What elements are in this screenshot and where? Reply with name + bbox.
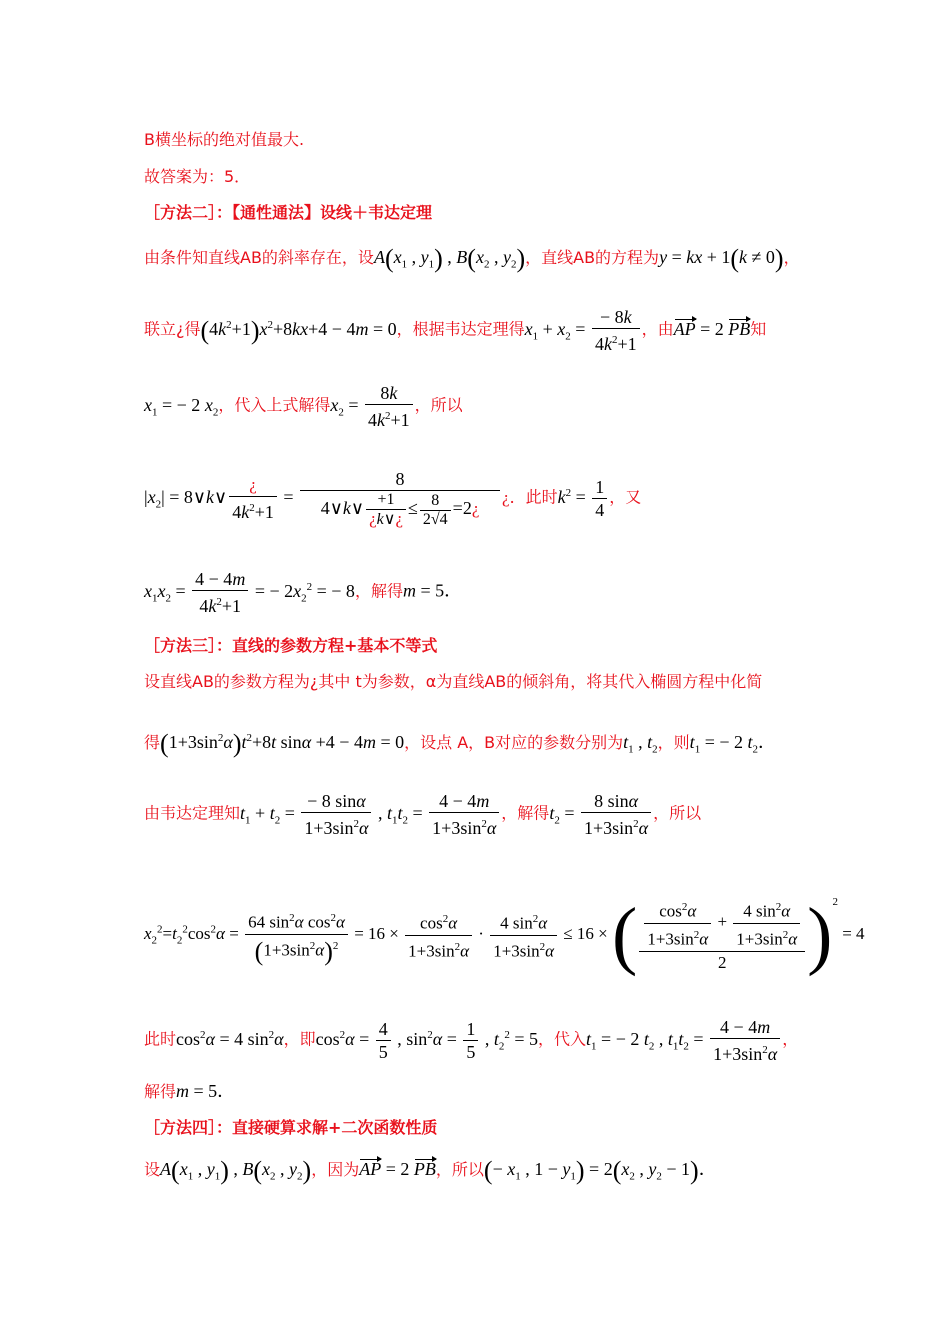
method3-line-4: $x_2^2=t_2^2\cos^2\alpha$ = $\frac{64 \sin^2\alpha \cos^2\alpha}{(1+3\sin^2\alpha)^2}$ = 16 × $\frac{\cos^2\alpha}{1+3\sin^2\alpha}$ · $\frac{4 \sin^2\alpha}{1+3\sin^2\alpha}$ ≤ 16 × ( $\frac{\cos^2\alpha}{1+3\sin^2\alpha}$ + $\frac{4 \sin^2\alpha}{1+3\sin^2\alpha}$ 2 )$^2$ = 4 (144, 893, 865, 978)
method2-line-1: 由条件知直线AB的斜率存在，设$A(x_1$ , $y_1$) , $B(x_2$ , $y_2$)，直线AB的方程为y = kx + 1(k ≠ 0)， (144, 244, 800, 273)
text-line-2: 故答案为：5． (144, 167, 251, 186)
text-line-1: B横坐标的绝对值最大. (144, 130, 305, 149)
method2-line-4: $|x_2|$ = 8∨k∨ $\frac{¿}{4k^2+1}$ = 8 4∨k∨ $\frac{+1}{¿k\vee¿}$ ≤ $\frac{8}{2√4}$ =2¿ ¿．此时$k^2$ = $\frac{1}{4}$ ，又 (144, 469, 642, 528)
heading-method-4: ［方法四］：直接硬算求解+二次函数性质 (144, 1118, 438, 1137)
method2-line-5: $x_1x_2$ = $\frac{4 - 4m}{4k^2+1}$ = − $2x_2^2$ = − 8，解得m = 5． (144, 569, 463, 616)
method3-line-5: 此时$\cos^2\alpha = 4$ $\sin^2\alpha$，即$\cos^2\alpha$ = $\frac{4}{5}$ , $\sin^2\alpha$ = $\frac{1}{5}$ , $t_2^2 = 5$，代入$t_1$ = − 2 $t_2$ , $t_1t_2$ = $\frac{4 - 4m}{1+3\sin^2\alpha}$ ， (144, 1017, 799, 1064)
method3-line-1: 设直线AB的参数方程为¿其中 t为参数，α为直线AB的倾斜角，将其代入椭圆方程中化简 (144, 672, 763, 691)
heading-method-2: ［方法二］：【通性通法】设线＋韦达定理 (144, 203, 433, 222)
heading-method-3: ［方法三］：直线的参数方程+基本不等式 (144, 636, 438, 655)
method3-line-2: 得$(1+3\sin^2\alpha)t^2+8t$ sinα +4 − 4m = 0，设点 A，B对应的参数分别为$t_1$ , $t_2$，则$t_1$ = − 2 $t_2$． (144, 728, 777, 758)
method2-line-2: 联立¿得$(4k^2+1)x^2+8kx+4 - 4m = 0$，根据韦达定理得$x_1 + x_2$ = $\frac{- 8k}{4k^2+1}$ ，由AP = 2 PB知 (144, 307, 767, 354)
method3-line-6: 解得m = 5． (144, 1081, 236, 1101)
method2-line-3: $x_1$ = − 2 $x_2$，代入上式解得$x_2$ = $\frac{8k}{4k^2+1}$ ，所以 (144, 383, 463, 430)
method4-line-1: 设$A(x_1$ , $y_1$) , $B(x_2$ , $y_2$)，因为AP = 2 PB，所以(− $x_1$ , $1 - y_1) = 2(x_2$ , $y_2 - 1$)． (144, 1155, 717, 1185)
method3-line-3: 由韦达定理知$t_1 + t_2$ = $\frac{- 8 \sin\alpha}{1+3\sin^2\alpha}$ , $t_1t_2$ = $\frac{4 - 4m}{1+3\sin^2\alpha}$ ，解得$t_2$ = $\frac{8 \sin\alpha}{1+3\sin^2\alpha}$ ，所以 (144, 791, 702, 838)
